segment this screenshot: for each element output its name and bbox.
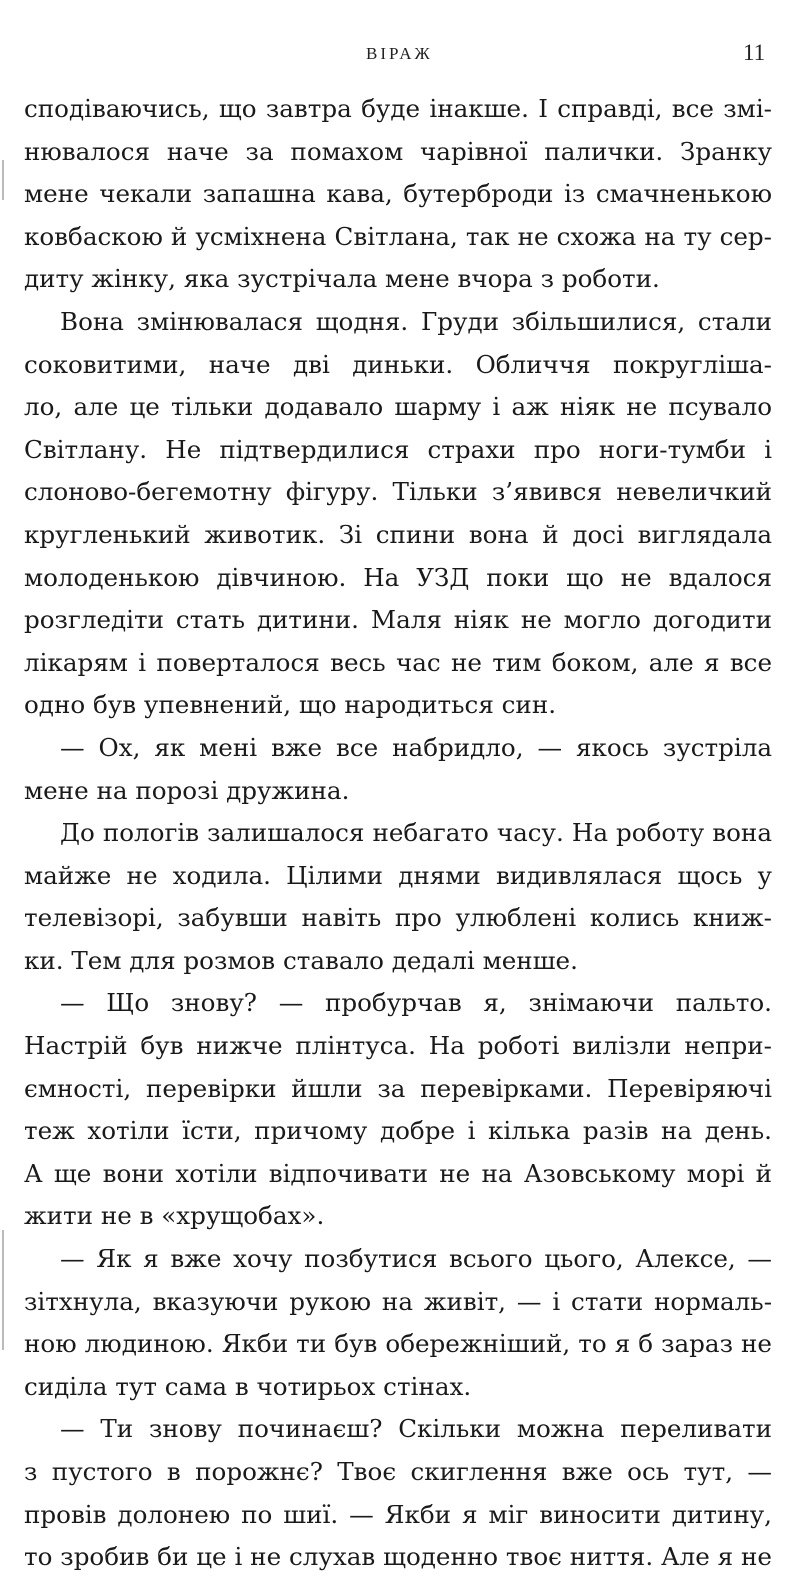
text-line: мене на порозі дружина. [24, 775, 350, 805]
text-line: А ще вони хотіли відпочивати не на Азовському морі й [24, 1158, 772, 1188]
text-line: ки. Тем для розмов ставало дедалі менше. [24, 945, 578, 975]
text-line: провів долонею по шиї. — Якби я міг виносити дитину, [24, 1499, 772, 1529]
running-head [0, 38, 803, 72]
text-line: одно був упевнений, що народиться син. [24, 690, 557, 720]
text-line: слоново-бегемотну фігуру. Тільки з’явився невеличкий [24, 477, 772, 507]
text-line: майже не ходила. Цілими днями видивлялася щось у [24, 860, 772, 890]
text-line: соковитими, наче дві диньки. Обличчя покругліша- [24, 349, 772, 379]
text-line: ковбаскою й усміхнена Світлана, так не схожа на ту сер- [24, 221, 772, 251]
text-line: теж хотіли їсти, причому добре і кілька разів на день. [24, 1116, 772, 1146]
text-line: ло, але це тільки додавало шарму і аж ніяк не псувало [24, 392, 772, 422]
text-line: Настрій був нижче плінтуса. На роботі вилізли непри- [24, 1031, 772, 1061]
text-line: ною людиною. Якби ти був обережніший, то я б зараз не [24, 1329, 772, 1359]
page-edge-shadow [2, 160, 4, 200]
text-line: лікарям і поверталося весь час не тим боком, але я все [24, 647, 772, 677]
text-line: то зробив би це і не слухав щоденно твоє ниття. Але я не [24, 1542, 772, 1572]
text-line: кругленький животик. Зі спини вона й досі виглядала [24, 519, 772, 549]
page-number: 11 [743, 40, 766, 65]
text-line: молоденькою дівчиною. На УЗД поки що не вдалося [24, 562, 772, 592]
text-line: — Ти знову починаєш? Скільки можна переливати [60, 1414, 772, 1444]
text-line: мене чекали запашна кава, бутерброди із смачненькою [24, 179, 772, 209]
text-line: сиділа тут сама в чотирьох стінах. [24, 1371, 472, 1401]
text-line: диту жінку, яка зустрічала мене вчора з роботи. [24, 264, 660, 294]
body-text [24, 88, 772, 1579]
text-line: сподіваючись, що завтра буде інакше. І справді, все змі- [24, 94, 772, 123]
text-line: — Як я вже хочу позбутися всього цього, Алексе, — [60, 1244, 772, 1274]
text-line: Вона змінювалася щодня. Груди збільшилися, стали [60, 306, 772, 336]
text-line: розгледіти стать дитини. Маля ніяк не могло догодити [24, 605, 772, 635]
text-line: — Що знову? — пробурчав я, знімаючи пальто. [60, 988, 772, 1018]
text-line: До пологів залишалося небагато часу. На роботу вона [60, 818, 772, 848]
text-line: жити не в «хрущобах». [24, 1201, 325, 1231]
page-edge-shadow [2, 1230, 4, 1350]
running-title: ВІРАЖ [366, 44, 433, 63]
text-line: ємності, перевірки йшли за перевірками. Перевіряючі [24, 1073, 772, 1103]
text-line: — Ох, як мені вже все набридло, — якось зустріла [60, 732, 772, 762]
text-line: телевізорі, забувши навіть про улюблені колись книж- [24, 903, 772, 933]
text-line: зітхнула, вказуючи рукою на живіт, — і стати нормаль- [24, 1286, 772, 1316]
text-line: з пустого в порожнє? Твоє скиглення вже ось тут, — [24, 1457, 772, 1486]
text-line: Світлану. Не підтвердилися страхи про ноги-тумби і [24, 434, 772, 464]
text-line: нювалося наче за помахом чарівної палички. Зранку [24, 136, 772, 166]
